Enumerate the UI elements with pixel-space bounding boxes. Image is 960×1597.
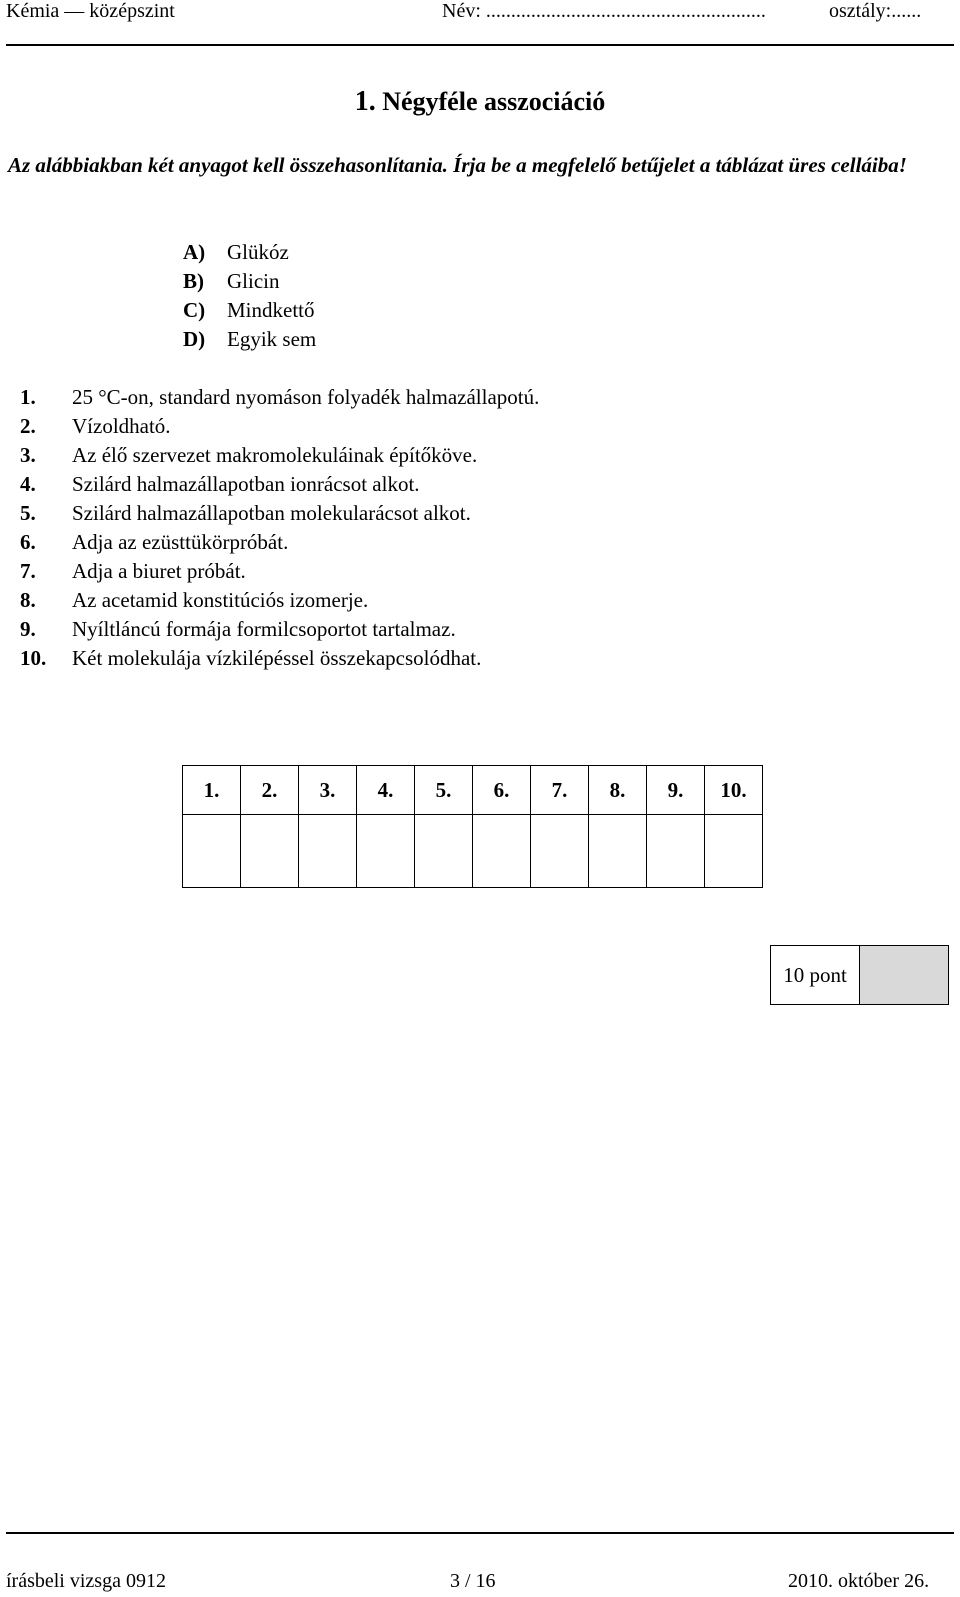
question-7: [20, 557, 246, 586]
question-6: [20, 528, 288, 557]
question-number: 4.: [20, 472, 36, 496]
header-subject: Kémia — középszint: [6, 0, 175, 22]
footer-date: 2010. október 26.: [788, 1570, 930, 1592]
question-text: Vízoldható.: [72, 414, 171, 438]
title-text: Négyféle asszociáció: [382, 87, 606, 116]
footer-exam-code: írásbeli vizsga 0912: [6, 1570, 166, 1592]
option-c: [183, 296, 315, 325]
question-text: Az acetamid konstitúciós izomerje.: [72, 588, 369, 612]
footer-page-number: 3 / 16: [450, 1570, 496, 1592]
answer-header-cell: 8.: [589, 766, 647, 815]
question-text: 25 °C-on, standard nyomáson folyadék halmazállapotú.: [72, 385, 540, 409]
answer-input-cell-8[interactable]: [589, 815, 647, 888]
question-1: [20, 383, 539, 412]
question-5: [20, 499, 471, 528]
question-number: 3.: [20, 443, 36, 467]
question-text: Két molekulája vízkilépéssel összekapcsolódhat.: [72, 646, 482, 670]
title-number: 1.: [354, 86, 376, 117]
question-number: 2.: [20, 414, 36, 438]
question-number: 6.: [20, 530, 36, 554]
option-letter: D): [183, 327, 206, 351]
question-2: [20, 412, 171, 441]
answer-header-cell: 2.: [241, 766, 299, 815]
answer-header-cell: 3.: [299, 766, 357, 815]
option-letter: B): [183, 269, 204, 293]
footer-rule: [6, 1532, 954, 1534]
answer-input-cell-6[interactable]: [473, 815, 531, 888]
option-a: [183, 238, 289, 267]
answer-header-cell: 9.: [647, 766, 705, 815]
question-number: 7.: [20, 559, 36, 583]
question-number: 1.: [20, 385, 36, 409]
answer-header-cell: 5.: [415, 766, 473, 815]
page-header: [0, 0, 960, 40]
answer-input-cell-4[interactable]: [357, 815, 415, 888]
option-text: Glicin: [227, 269, 280, 293]
answer-input-cell-5[interactable]: [415, 815, 473, 888]
option-text: Egyik sem: [227, 327, 317, 351]
option-d: [183, 325, 316, 354]
answer-table: [182, 765, 763, 888]
score-entry-box[interactable]: [860, 946, 948, 1004]
option-letter: A): [183, 240, 206, 264]
question-4: [20, 470, 420, 499]
header-rule: [6, 44, 954, 46]
question-8: [20, 586, 368, 615]
option-b: [183, 267, 280, 296]
question-text: Adja az ezüsttükörpróbát.: [72, 530, 289, 554]
question-3: [20, 441, 477, 470]
question-number: 9.: [20, 617, 36, 641]
question-text: Az élő szervezet makromolekuláinak építőköve.: [72, 443, 478, 467]
option-text: Mindkettő: [227, 298, 315, 322]
score-box: [770, 945, 949, 1005]
answer-input-cell-7[interactable]: [531, 815, 589, 888]
answer-header-cell: 6.: [473, 766, 531, 815]
answer-input-cell-3[interactable]: [299, 815, 357, 888]
question-text: Szilárd halmazállapotban molekularácsot alkot.: [72, 501, 471, 525]
header-name-field: Név: ........................................................: [442, 0, 766, 22]
answer-header-cell: 1.: [183, 766, 241, 815]
score-label: 10 pont: [771, 946, 860, 1004]
answer-input-cell-1[interactable]: [183, 815, 241, 888]
page-title: [0, 86, 960, 118]
question-number: 8.: [20, 588, 36, 612]
option-text: Glükóz: [227, 240, 289, 264]
answer-input-cell-10[interactable]: [705, 815, 763, 888]
question-text: Szilárd halmazállapotban ionrácsot alkot.: [72, 472, 420, 496]
question-10: [20, 644, 481, 673]
answer-header-cell: 7.: [531, 766, 589, 815]
option-letter: C): [183, 298, 206, 322]
header-class-field: osztály:......: [829, 0, 922, 22]
answer-input-cell-9[interactable]: [647, 815, 705, 888]
answer-header-cell: 10.: [705, 766, 763, 815]
answer-table-header-row: [183, 766, 763, 815]
answer-table-input-row: [183, 815, 763, 888]
question-number: 10.: [20, 646, 47, 670]
question-text: Nyíltláncú formája formilcsoportot tartalmaz.: [72, 617, 456, 641]
answer-input-cell-2[interactable]: [241, 815, 299, 888]
question-text: Adja a biuret próbát.: [72, 559, 246, 583]
question-9: [20, 615, 456, 644]
question-number: 5.: [20, 501, 36, 525]
instruction-text: Az alábbiakban két anyagot kell összehasonlítania. Írja be a megfelelő betűjelet a táblázat üres celláiba!: [8, 153, 907, 177]
answer-header-cell: 4.: [357, 766, 415, 815]
